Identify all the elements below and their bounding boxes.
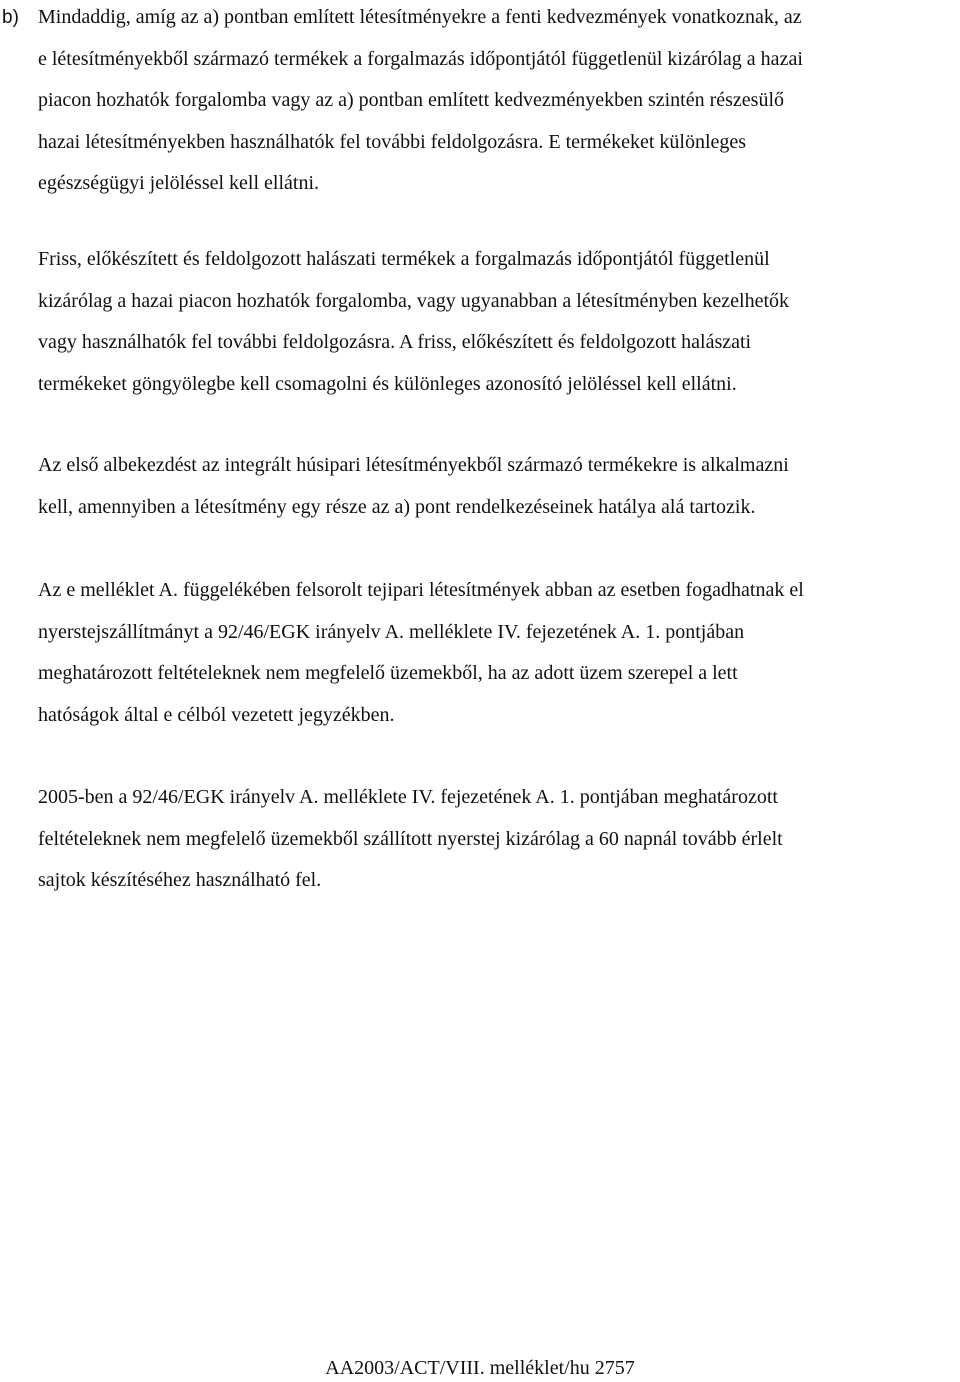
text-line: nyerstejszállítmányt a 92/46/EGK irányelv A. melléklete IV. fejezetének A. 1. pontjában: [38, 620, 745, 643]
text-line: feltételeknek nem megfelelő üzemekből szállított nyerstej kizárólag a 60 napnál tovább érlelt: [38, 827, 783, 850]
text-line: sajtok készítéséhez használható fel.: [38, 869, 322, 891]
text-line: vagy használhatók fel további feldolgozásra. A friss, előkészített és feldolgozott halászati: [38, 331, 752, 353]
paragraph-dairy-establishments: [38, 570, 958, 736]
text-line: Az e melléklet A. függelékében felsorolt tejipari létesítmények abban az esetben fogadhatnak el: [38, 579, 804, 601]
text-line: Az első albekezdést az integrált húsipari létesítményekből származó termékekre is alkalmazni: [38, 454, 789, 476]
text-line: 2005-ben a 92/46/EGK irányelv A. melléklete IV. fejezetének A. 1. pontjában meghatározott: [38, 786, 778, 808]
text-line: kizárólag a hazai piacon hozhatók forgalomba, vagy ugyanabban a létesítményben kezelhetők: [38, 289, 789, 312]
text-line: meghatározott feltételeknek nem megfelelő üzemekből, ha az adott üzem szerepel a lett: [38, 662, 738, 684]
paragraph-fishery-products: [38, 239, 958, 405]
text-line: Friss, előkészített és feldolgozott halászati termékek a forgalmazás időpontjától függetlenül: [38, 248, 770, 270]
text-line: hatóságok által e célból vezetett jegyzékben.: [38, 703, 395, 726]
paragraph-raw-milk-2005: [38, 777, 958, 902]
list-item-b: [0, 0, 958, 205]
text-line: kell, amennyiben a létesítmény egy része az a) pont rendelkezéseinek hatálya alá tartozik.: [38, 495, 756, 518]
text-line: hazai létesítményekben használhatók fel további feldolgozásra. E termékeket különleges: [38, 130, 747, 153]
text-line: e létesítményekből származó termékek a forgalmazás időpontjától függetlenül kizárólag a hazai: [38, 47, 803, 70]
text-line: egészségügyi jelöléssel kell ellátni.: [38, 172, 320, 194]
text-line: piacon hozhatók forgalomba vagy az a) pontban említett kedvezményekben szintén részesülő: [38, 89, 785, 111]
list-item-label: b): [2, 7, 19, 28]
paragraph-integrated-meat: [38, 445, 958, 528]
text-line: termékeket göngyölegbe kell csomagolni és különleges azonosító jelöléssel kell ellátni.: [38, 372, 737, 395]
list-item-text: [38, 0, 958, 205]
page-footer-reference: AA2003/ACT/VIII. melléklet/hu 2757: [325, 1357, 635, 1379]
text-line: Mindaddig, amíg az a) pontban említett létesítményekre a fenti kedvezmények vonatkoznak, az: [38, 6, 802, 28]
